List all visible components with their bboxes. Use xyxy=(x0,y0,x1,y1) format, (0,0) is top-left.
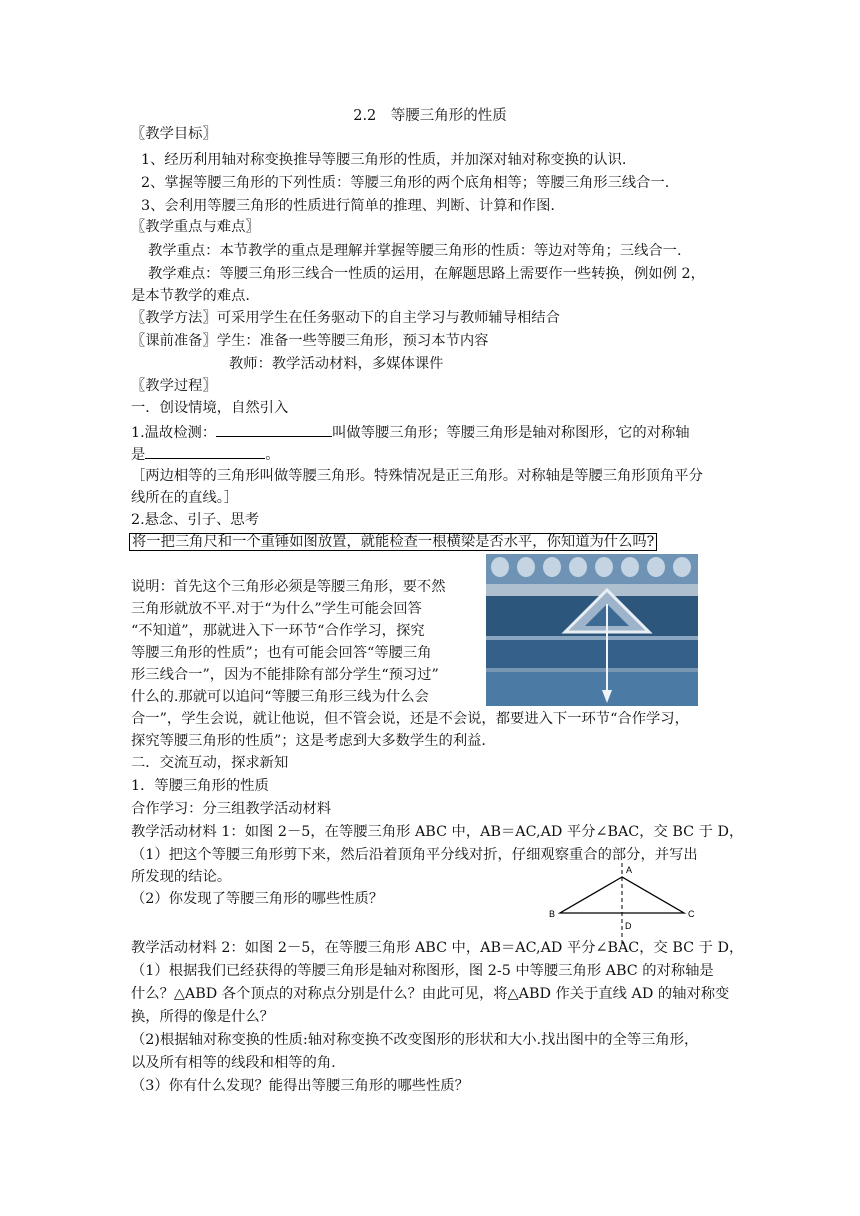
key-points-heading: 〖教学重点与难点〗 xyxy=(131,219,260,235)
question-2: 2.悬念、引子、思考 xyxy=(131,512,260,528)
answer-blank-1 xyxy=(216,421,332,437)
question-1-cont xyxy=(131,443,280,465)
section-1-heading: 一．创设情境，自然引入 xyxy=(131,400,289,416)
key-point-2: 教学难点：等腰三角形三线合一性质的运用，在解题思路上需要作一些转换，例如例 2， xyxy=(148,266,705,282)
explanation-7: 合一”，学生会说，就让他说，但不管会说，还是不会说，都要进入下一环节“合作学习， xyxy=(131,711,689,727)
answer-line-2: 线所在的直线。］ xyxy=(131,490,239,506)
material-2-q1-cont2: 换，所得的像是什么？ xyxy=(131,1009,274,1025)
page-title: 2.2 等腰三角形的性质 xyxy=(353,108,507,124)
answer-blank-2 xyxy=(145,443,265,459)
material-2-q3: （3）你有什么发现？能得出等腰三角形的哪些性质？ xyxy=(131,1078,469,1094)
key-point-2-cont: 是本节教学的难点. xyxy=(131,288,250,304)
cooperative-learning: 合作学习：分三组教学活动材料 xyxy=(131,801,332,817)
material-2-q2: （2)根据轴对称变换的性质:轴对称变换不改变图形的形状和大小.找出图中的全等三角形， xyxy=(131,1032,699,1048)
objective-3: 3、会利用等腰三角形的性质进行简单的推理、判断、计算和作图. xyxy=(141,198,555,214)
material-2-q2-cont: 以及所有相等的线段和相等的角. xyxy=(131,1055,336,1071)
explanation-8: 探究等腰三角形的性质”；这是考虑到大多数学生的利益. xyxy=(131,733,486,749)
answer-line-1: ［两边相等的三角形叫做等腰三角形。特殊情况是正三角形。对称轴是等腰三角形顶角平分 xyxy=(131,468,703,484)
subsection-1-heading: 1．等腰三角形的性质 xyxy=(131,778,269,794)
preparation-students: 〖课前准备〗学生：准备一些等腰三角形，预习本节内容 xyxy=(131,333,489,349)
preparation-teacher: 教师：教学活动材料，多媒体课件 xyxy=(229,356,444,372)
process-heading: 〖教学过程〗 xyxy=(131,378,217,394)
label-d: D xyxy=(625,921,632,931)
question-1-cont-text: 是 xyxy=(131,447,146,463)
material-1-q1-cont: 所发现的结论。 xyxy=(131,869,232,885)
isosceles-triangle-figure xyxy=(546,861,696,947)
section-2-heading: 二．交流互动，探求新知 xyxy=(131,755,289,771)
label-a: A xyxy=(626,865,633,875)
explanation-3: “不知道”，那就进入下一环节“合作学习，探究 xyxy=(131,623,425,639)
beam-level-illustration xyxy=(486,554,698,706)
boxed-question xyxy=(129,532,657,552)
material-2: 教学活动材料 2：如图 2－5，在等腰三角形 ABC 中，AB＝AC,AD 平分∠BAC，交 BC 于 D， xyxy=(131,940,744,956)
question-1-text: 叫做等腰三角形；等腰三角形是轴对称图形，它的对称轴 xyxy=(332,425,690,441)
key-point-1: 教学重点：本节教学的重点是理解并掌握等腰三角形的性质：等边对等角；三线合一. xyxy=(148,243,682,259)
question-1-end: 。 xyxy=(265,447,280,463)
explanation-6: 什么的.那就可以追问“等腰三角形三线为什么会 xyxy=(131,689,429,705)
explanation-2: 三角形就放不平.对于“为什么”学生可能会回答 xyxy=(131,601,422,617)
objective-2: 2、掌握等腰三角形的下列性质：等腰三角形的两个底角相等；等腰三角形三线合一. xyxy=(141,175,670,191)
label-c: C xyxy=(688,909,695,919)
objective-1: 1、经历利用轴对称变换推导等腰三角形的性质，并加深对轴对称变换的认识. xyxy=(141,152,627,168)
teaching-method: 〖教学方法〗可采用学生在任务驱动下的自主学习与教师辅导相结合 xyxy=(131,310,560,326)
material-1: 教学活动材料 1：如图 2－5，在等腰三角形 ABC 中，AB＝AC,AD 平分∠BAC，交 BC 于 D， xyxy=(131,824,744,840)
question-1 xyxy=(131,421,690,443)
boxed-question-text: 将一把三角尺和一个重锤如图放置，就能检查一根横梁是否水平，你知道为什么吗? xyxy=(129,533,657,551)
question-1-label: 1.温故检测： xyxy=(131,425,217,441)
beam-level-photo xyxy=(486,554,698,706)
material-2-q1: （1）根据我们已经获得的等腰三角形是轴对称图形，图 2-5 中等腰三角形 ABC 的对称轴是 xyxy=(131,963,714,979)
explanation-5: 形三线合一”，因为不能排除有部分学生“预习过” xyxy=(131,667,439,683)
material-1-q2: （2）你发现了等腰三角形的哪些性质？ xyxy=(131,891,384,907)
material-2-q1-cont1: 什么？△ABD 各个顶点的对称点分别是什么？由此可见，将△ABD 作关于直线 AD 的轴对称变 xyxy=(131,986,730,1002)
material-1-q1: （1）把这个等腰三角形剪下来，然后沿着顶角平分线对折，仔细观察重合的部分，并写出 xyxy=(131,847,698,863)
objectives-heading: 〖教学目标〗 xyxy=(131,126,217,142)
explanation-1: 说明：首先这个三角形必须是等腰三角形，要不然 xyxy=(131,579,446,595)
explanation-4: 等腰三角形的性质”；也有可能会回答“等腰三角 xyxy=(131,645,432,661)
label-b: B xyxy=(549,909,556,919)
